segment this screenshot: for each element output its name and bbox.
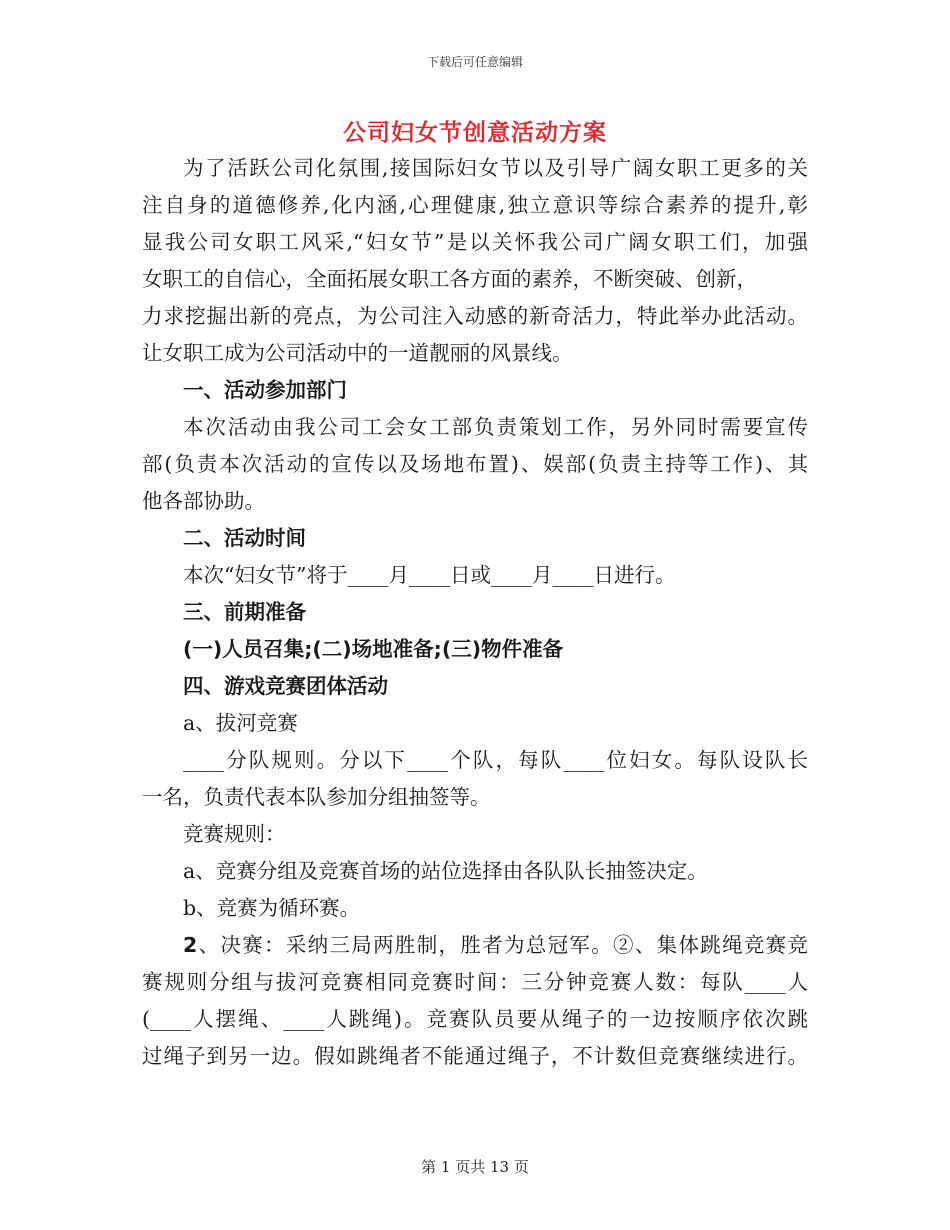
section4-line: 一名，负责代表本队参加分组抽签等。 bbox=[142, 785, 491, 809]
intro-line: 女职工的自信心，全面拓展女职工各方面的素养，不断突破、创新， bbox=[142, 267, 757, 291]
section1-line: 部(负责本次活动的宣传以及场地布置)、娱部(负责主持等工作)、其 bbox=[142, 452, 808, 476]
subsection-a: a、拔河竞赛 bbox=[183, 711, 298, 735]
section-heading-3: 三、前期准备 bbox=[183, 600, 306, 624]
final-line: 过绳子到另一边。假如跳绳者不能通过绳子，不计数但竞赛继续进行。 bbox=[142, 1044, 808, 1068]
final-number: 2 bbox=[183, 933, 198, 957]
section-heading-2: 二、活动时间 bbox=[183, 526, 306, 550]
document-body bbox=[142, 150, 808, 1075]
intro-line: 让女职工成为公司活动中的一道靓丽的风景线。 bbox=[142, 341, 573, 365]
page-footer: 第 1 页共 13 页 bbox=[421, 1158, 529, 1176]
section3-line: (一)人员召集;(二)场地准备;(三)物件准备 bbox=[183, 637, 564, 661]
section-heading-4: 四、游戏竞赛团体活动 bbox=[183, 674, 388, 698]
section4-line: ____分队规则。分以下____个队，每队____位妇女。每队设队长 bbox=[183, 748, 808, 772]
header-note: 下载后可任意编辑 bbox=[426, 55, 523, 69]
section2-line: 本次“妇女节”将于____月____日或____月____日进行。 bbox=[183, 563, 676, 587]
section1-line: 本次活动由我公司工会女工部负责策划工作，另外同时需要宣传 bbox=[183, 415, 808, 439]
final-text: 、决赛：采纳三局两胜制，胜者为总冠军。②、集体跳绳竞赛竞 bbox=[197, 933, 808, 957]
rule-item: a、竞赛分组及竞赛首场的站位选择由各队队长抽签决定。 bbox=[183, 859, 708, 883]
rules-label: 竞赛规则： bbox=[183, 822, 286, 846]
section-heading-1: 一、活动参加部门 bbox=[183, 378, 347, 402]
intro-line: 注自身的道德修养,化内涵,心理健康,独立意识等综合素养的提升,彰 bbox=[142, 193, 808, 217]
document-title: 公司妇女节创意活动方案 bbox=[343, 120, 607, 146]
final-line: 赛规则分组与拔河竞赛相同竞赛时间：三分钟竞赛人数：每队____人 bbox=[142, 970, 808, 994]
intro-line: 为了活跃公司化氛围,接国际妇女节以及引导广阔女职工更多的关 bbox=[183, 156, 808, 180]
intro-line: 显我公司女职工风采,“妇女节”是以关怀我公司广阔女职工们，加强 bbox=[142, 230, 808, 254]
intro-line: 力求挖掘出新的亮点，为公司注入动感的新奇活力，特此举办此活动。 bbox=[142, 304, 808, 328]
final-line bbox=[142, 927, 808, 964]
section1-line: 他各部协助。 bbox=[142, 489, 265, 513]
rule-item: b、竞赛为循环赛。 bbox=[183, 896, 361, 920]
final-line: (____人摆绳、____人跳绳)。竞赛队员要从绳子的一边按顺序依次跳 bbox=[142, 1007, 808, 1031]
